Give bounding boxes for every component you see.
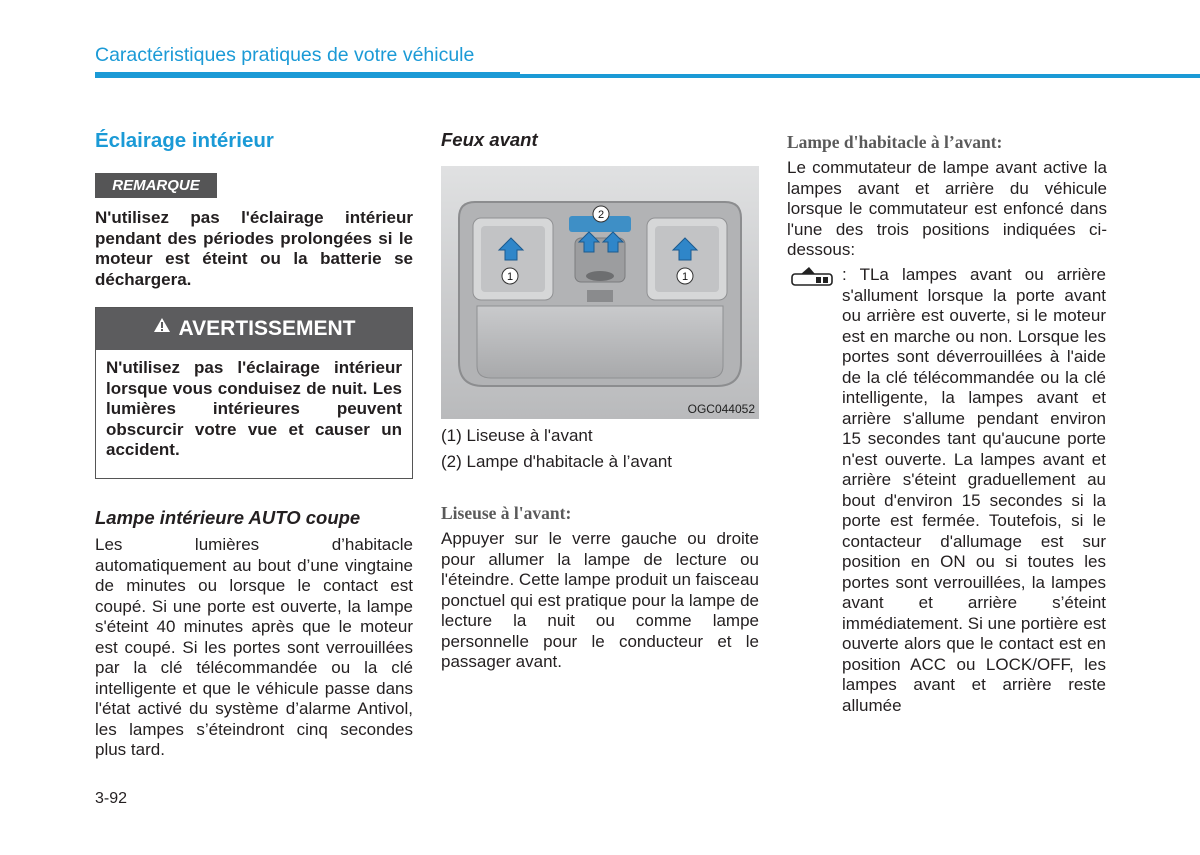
liseuse-text: Appuyer sur le verre gauche ou droite pour allumer la lampe de lecture ou l'éteindre. Cette lampe produit un faisceau ponctuel qui est pratique pour la lampe de lecture la nuit ou comme lampe personnelle pour le conducteur et le passager avant. xyxy=(441,529,759,671)
page-number: 3-92 xyxy=(95,790,128,807)
door-lamp-icon xyxy=(787,265,837,294)
caption-2: (2) Lampe d'habitacle à l’avant xyxy=(441,452,672,471)
warning-triangle-icon xyxy=(153,306,171,348)
overhead-console-figure xyxy=(441,166,759,419)
cabin-lamp-intro: Le commutateur de lampe avant active la lampes avant et arrière du véhicule lorsque le commutateur est enfoncé dans l'une des trois positions indiquées ci-dessous: xyxy=(787,158,1107,259)
figure-label-2: 2 xyxy=(597,209,605,221)
auto-cut-text: Les lumières d’habitacle automatiquement au bout d’une vingtaine de minutes ou lorsque le contact est coupé. Si une porte est ouverte, la lampe s'éteint 40 minutes après que le moteur est coupé. Si les portes sont verrouillées par la clé télécommandée ou la clé intelligente et que le véhicule passe dans l'état activé du système d’alarme Antivol, les lampes s’éteindront cinq secondes plus tard. xyxy=(95,535,413,759)
remarque-badge: REMARQUE xyxy=(95,173,217,198)
liseuse-title: Liseuse à l'avant: xyxy=(441,503,572,523)
warning-box xyxy=(95,307,413,479)
figure-label-1-left: 1 xyxy=(506,271,514,283)
page-header-title: Caractéristiques pratiques de votre véhicule xyxy=(95,44,475,66)
remarque-text: N'utilisez pas l'éclairage intérieur pendant des périodes prolongées si le moteur est éteint ou la batterie se déchargera. xyxy=(95,208,413,289)
warning-text: N'utilisez pas l'éclairage intérieur lorsque vous conduisez de nuit. Les lumières intérieures peuvent obscurcir votre vue et causer un accident. xyxy=(106,358,402,459)
figure-label-1-right: 1 xyxy=(681,271,689,283)
cabin-lamp-title: Lampe d'habitacle à l’avant: xyxy=(787,132,1003,152)
warning-title: AVERTISSEMENT xyxy=(178,317,356,340)
figure-code: OGC044052 xyxy=(687,402,755,416)
section-title: Éclairage intérieur xyxy=(95,129,274,152)
door-position-text: : TLa lampes avant ou arrière s'allument lorsque la porte avant ou arrière est ouverte, si le moteur est en marche ou non. Lorsque les portes sont déverrouillées à l'aide de la clé télécommandée ou la clé intelligente, la lampes avant et arrière s'allume pendant environ 15 secondes tant qu'aucune porte n'est ouverte. La lampes avant et arrière s'éteint graduellement au bout d'environ 15 secondes si la porte est fermée. Toutefois, si le contacteur d'allumage est sur position en ON ou si toutes les portes sont verrouillées, la lampes avant et arrière s’éteint immédiatement. Si une portière est ouverte alors que le contact est en position ACC ou LOCK/OFF, les lampes avant et arrière reste allumée xyxy=(842,265,1106,715)
auto-cut-title: Lampe intérieure AUTO coupe xyxy=(95,507,361,528)
front-lamps-title: Feux avant xyxy=(441,129,538,150)
overhead-console-illustration xyxy=(441,166,759,419)
header-rule-accent xyxy=(95,72,520,78)
warning-header xyxy=(96,308,412,350)
caption-1: (1) Liseuse à l'avant xyxy=(441,426,593,445)
